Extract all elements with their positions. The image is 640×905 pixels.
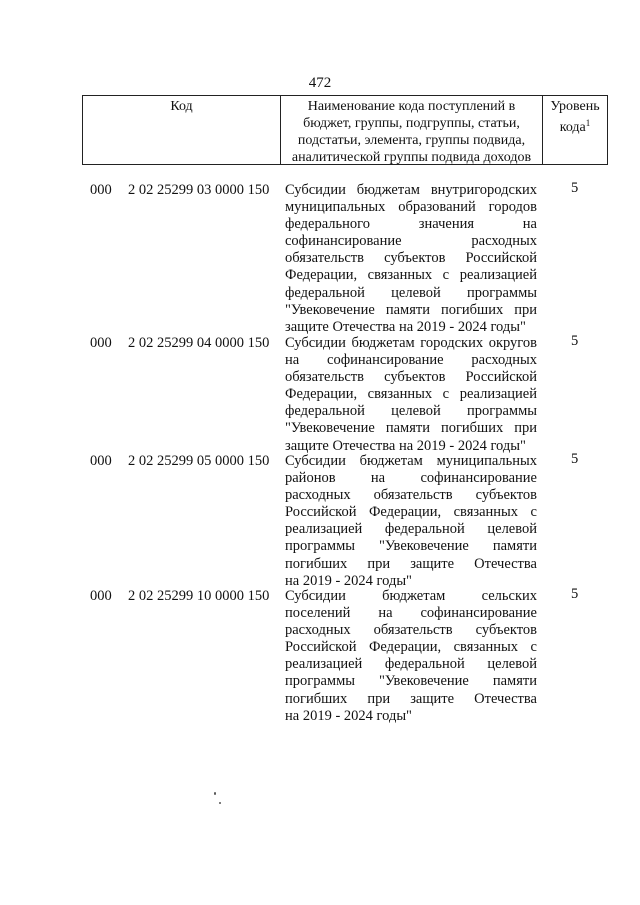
description-line: реализацией федеральной целевой — [285, 521, 537, 538]
description-line: погибших при защите Отечества — [285, 690, 537, 707]
description-line: защите Отечества на 2019 - 2024 годы" — [285, 437, 526, 454]
admin-code: 000 — [90, 588, 112, 604]
description-line: программы "Увековечение памяти — [285, 538, 537, 555]
admin-code: 000 — [90, 335, 112, 351]
header-level — [543, 96, 607, 164]
income-description — [285, 182, 537, 336]
income-description — [285, 588, 537, 725]
header-level-word: кода — [559, 120, 586, 135]
table-header — [82, 95, 608, 165]
description-line: районов на софинансирование — [285, 470, 537, 487]
description-line: погибших при защите Отечества — [285, 555, 537, 572]
description-line: обязательств субъектов Российской — [285, 369, 537, 386]
description-line: Субсидии бюджетам сельских — [285, 588, 537, 604]
header-name — [281, 96, 543, 164]
description-line: софинансирование расходных — [285, 233, 537, 250]
header-name-line: подстатьи, элемента, группы подвида, — [297, 133, 526, 148]
income-code: 2 02 25299 03 0000 150 — [128, 182, 270, 198]
description-line: программы "Увековечение памяти — [285, 673, 537, 690]
footnote-marker: 1 — [585, 118, 591, 128]
income-code: 2 02 25299 10 0000 150 — [128, 588, 270, 604]
description-line: защите Отечества на 2019 - 2024 годы" — [285, 318, 526, 335]
code-level: 5 — [571, 333, 579, 349]
header-name-line: Наименование кода поступлений в — [307, 99, 516, 114]
description-line: федерального значения на — [285, 216, 537, 233]
scan-speck — [219, 802, 221, 804]
description-line: расходных обязательств субъектов — [285, 622, 537, 639]
description-line: Субсидии бюджетам муниципальных — [285, 453, 537, 469]
description-line: Российской Федерации, связанных с — [285, 639, 537, 656]
code-level: 5 — [571, 180, 579, 196]
description-line: федеральной целевой программы — [285, 284, 537, 301]
code-level: 5 — [571, 586, 579, 602]
description-line: "Увековечение памяти погибших при — [285, 301, 537, 318]
header-name-line: бюджет, группы, подгруппы, статьи, — [303, 116, 520, 131]
description-line: расходных обязательств субъектов — [285, 487, 537, 504]
admin-code: 000 — [90, 453, 112, 469]
description-line: реализацией федеральной целевой — [285, 656, 537, 673]
income-description — [285, 335, 537, 455]
code-level: 5 — [571, 451, 579, 467]
header-code: Код — [83, 96, 281, 164]
description-line: на софинансирование расходных — [285, 352, 537, 369]
description-line: федеральной целевой программы — [285, 403, 537, 420]
description-line: обязательств субъектов Российской — [285, 250, 537, 267]
header-level-line: Уровень — [550, 99, 600, 114]
income-description — [285, 453, 537, 590]
description-line: на 2019 - 2024 годы" — [285, 572, 412, 589]
description-line: Федерации, связанных с реализацией — [285, 267, 537, 284]
description-line: муниципальных образований городов — [285, 199, 537, 216]
income-code: 2 02 25299 04 0000 150 — [128, 335, 270, 351]
description-line: Федерации, связанных с реализацией — [285, 386, 537, 403]
scan-speck — [214, 792, 216, 795]
header-name-line: аналитической группы подвида доходов — [291, 150, 532, 165]
description-line: поселений на софинансирование — [285, 605, 537, 622]
page-number: 472 — [308, 75, 332, 91]
description-line: Российской Федерации, связанных с — [285, 504, 537, 521]
description-line: "Увековечение памяти погибших при — [285, 420, 537, 437]
description-line: на 2019 - 2024 годы" — [285, 707, 412, 724]
admin-code: 000 — [90, 182, 112, 198]
description-line: Субсидии бюджетам внутригородских — [285, 182, 537, 198]
description-line: Субсидии бюджетам городских округов — [285, 335, 537, 351]
income-code: 2 02 25299 05 0000 150 — [128, 453, 270, 469]
header-level-line — [543, 115, 607, 136]
